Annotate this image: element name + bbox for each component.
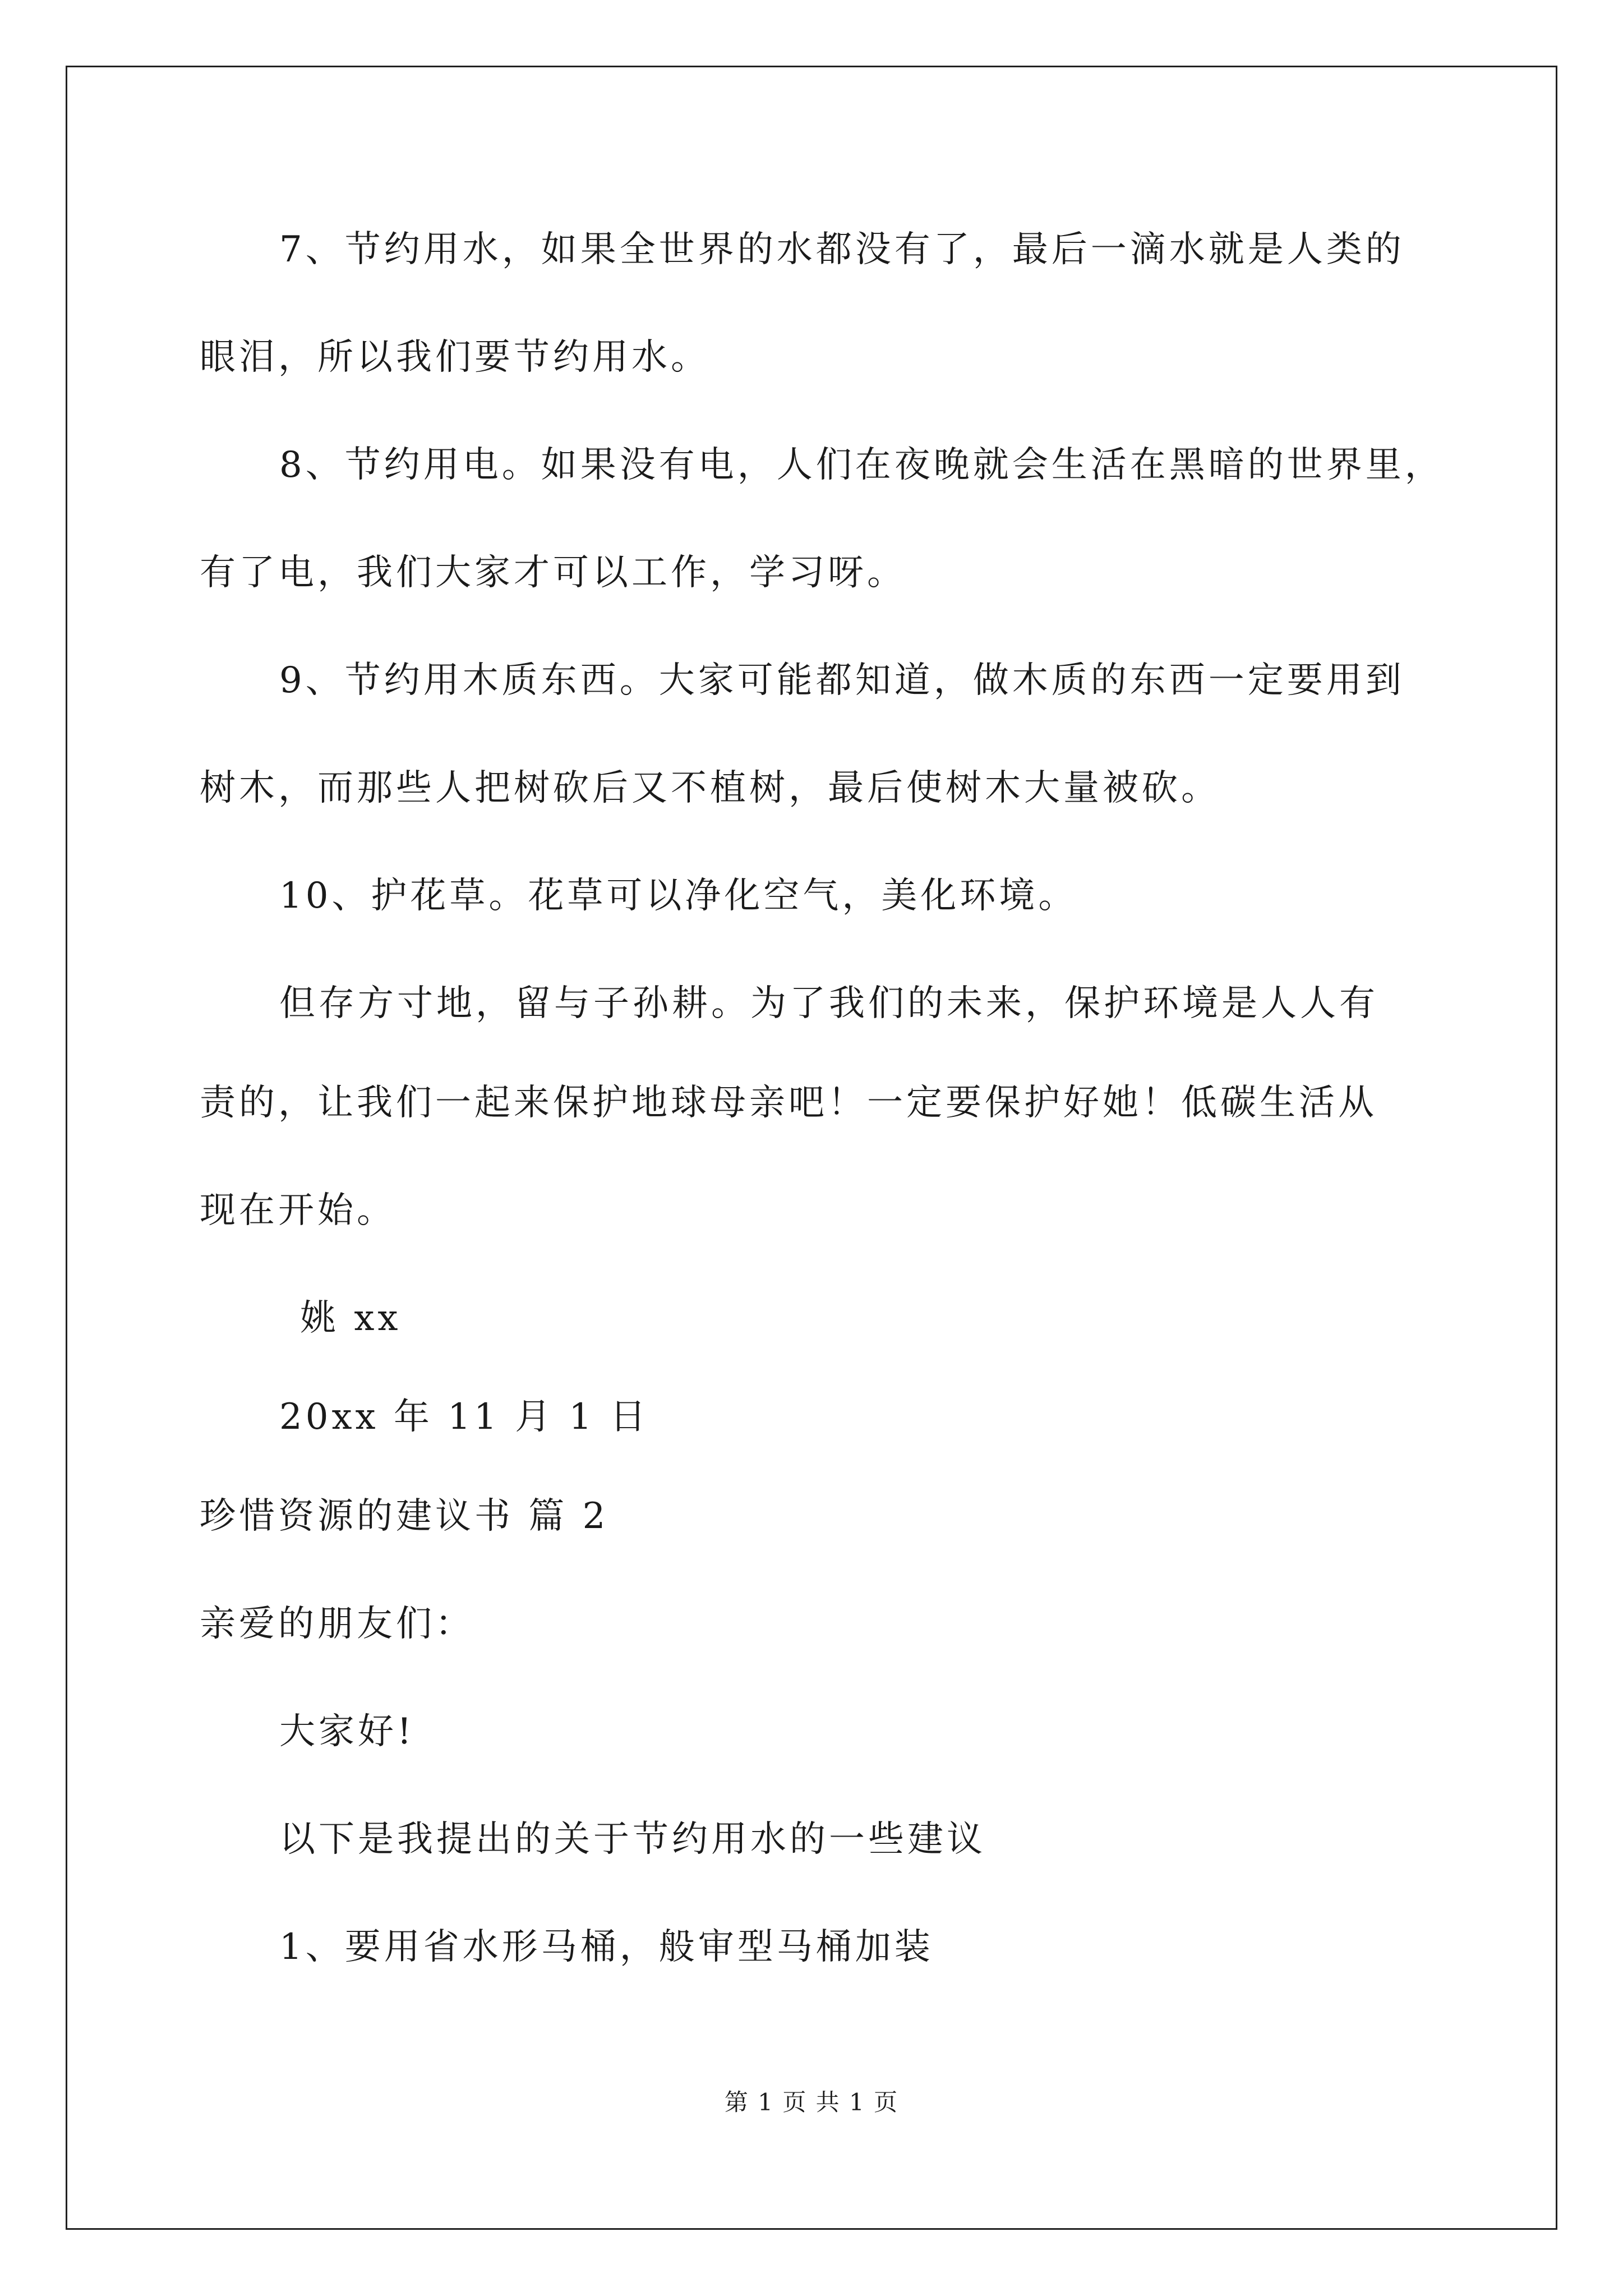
signature-date: 20xx 年 11 月 1 日 (279, 1396, 649, 1438)
paragraph-line: 9、节约用木质东西。大家可能都知道，做木质的东西一定要用到 (279, 660, 1405, 701)
page-border (66, 66, 1557, 2230)
paragraph-line: 1、要用省水形马桶，般审型马桶加装 (279, 1926, 934, 1968)
page-footer: 第 1 页 共 1 页 (724, 2088, 899, 2116)
paragraph-line: 责的，让我们一起来保护地球母亲吧！一定要保护好她！低碳生活从 (200, 1082, 1377, 1124)
section-title: 珍惜资源的建议书 篇 2 (200, 1496, 609, 1537)
paragraph-line: 8、节约用电。如果没有电，人们在夜晚就会生活在黑暗的世界里， (279, 444, 1444, 486)
paragraph-line: 但存方寸地，留与子孙耕。为了我们的未来，保护环境是人人有 (279, 983, 1378, 1024)
paragraph-line: 树木，而那些人把树砍后又不植树，最后使树木大量被砍。 (200, 767, 1220, 809)
paragraph-line: 眼泪，所以我们要节约用水。 (200, 337, 710, 378)
paragraph-line: 7、节约用水，如果全世界的水都没有了，最后一滴水就是人类的 (279, 229, 1405, 270)
signature-name: 姚 xx (300, 1297, 402, 1339)
salutation: 亲爱的朋友们： (200, 1603, 474, 1645)
greeting: 大家好! (279, 1711, 415, 1752)
paragraph-line: 10、护花草。花草可以净化空气，美化环境。 (279, 875, 1078, 917)
paragraph-line: 现在开始。 (200, 1190, 396, 1231)
paragraph-line: 以下是我提出的关于节约用水的一些建议 (279, 1819, 986, 1860)
paragraph-line: 有了电，我们大家才可以工作，学习呀。 (200, 552, 906, 593)
